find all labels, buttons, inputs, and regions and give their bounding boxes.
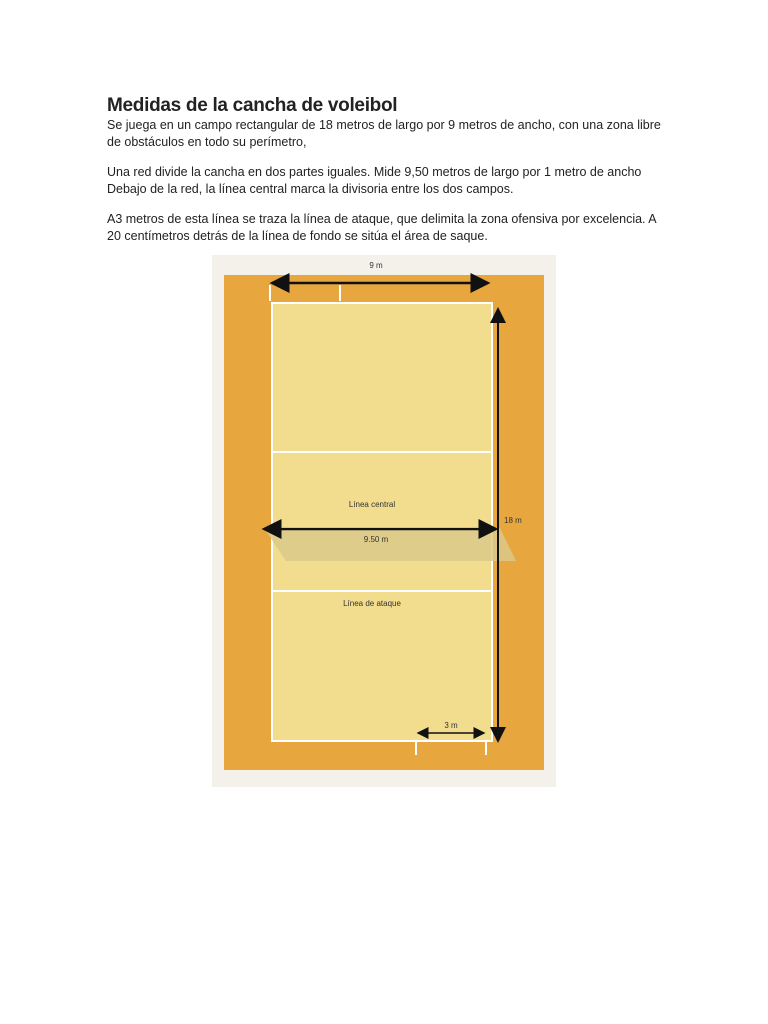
page-title: Medidas de la cancha de voleibol — [107, 95, 398, 116]
service-label: 3 m — [444, 721, 458, 730]
paragraph-dimensions: Se juega en un campo rectangular de 18 metros de largo por 9 metros de ancho, con una zona libre de obstáculos en todo su perímetro, — [107, 118, 661, 149]
paragraph-attack-line: A3 metros de esta línea se traza la línea de ataque, que delimita la zona ofensiva por excelencia. A 20 centímetros detrás de la línea de fondo se sitúa el área de saque. — [107, 212, 656, 243]
court-surface — [272, 303, 492, 741]
attack-line-label: Línea de ataque — [343, 599, 401, 608]
paragraph-net: Una red divide la cancha en dos partes iguales. Mide 9,50 metros de largo por 1 metro de ancho Debajo de la red, la línea central marca la divisoria entre los dos campos. — [107, 165, 642, 196]
length-label: 18 m — [504, 516, 522, 525]
width-label: 9 m — [369, 261, 383, 270]
court-diagram — [212, 255, 556, 787]
document-body — [107, 95, 667, 244]
net-shadow — [264, 528, 516, 561]
center-line-label: Línea central — [348, 500, 396, 509]
net-label: 9.50 m — [363, 535, 389, 544]
